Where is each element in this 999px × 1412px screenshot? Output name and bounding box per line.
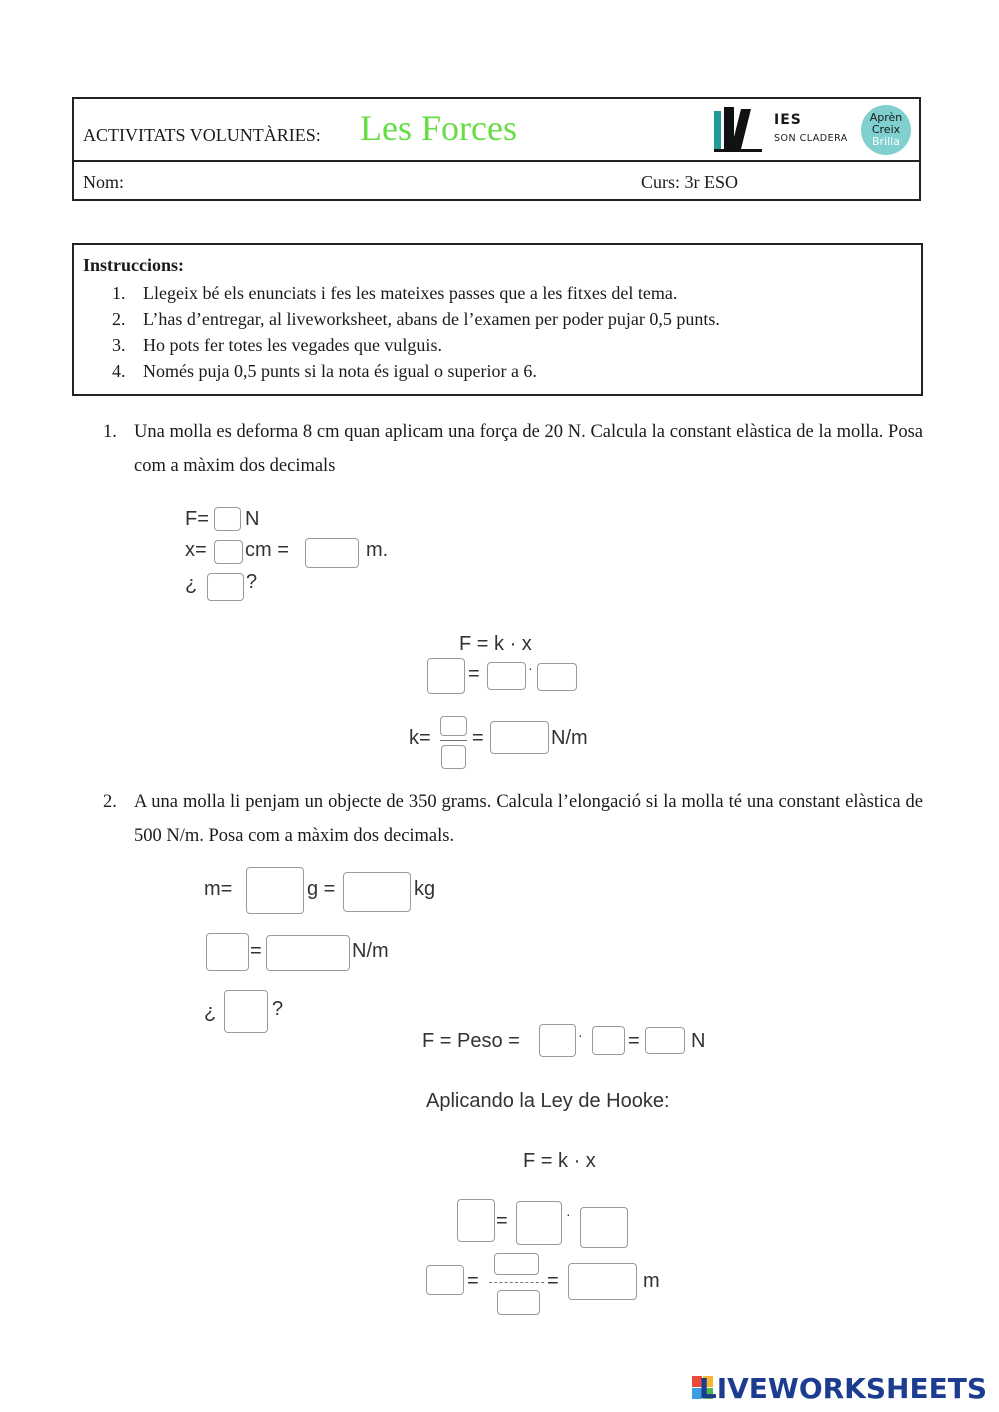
fraction-line [489,1282,544,1283]
q1-cm-unit: cm = [245,539,289,561]
instruction-text: Ho pots fer totes les vegades que vulguis. [143,335,442,355]
q2-peso-result-input[interactable] [645,1027,685,1054]
q1-k-result-input[interactable] [490,721,549,754]
motto-word: Creix [871,123,901,136]
q2-n-unit: N [691,1030,706,1052]
course-label: Curs: 3r ESO [641,172,739,192]
q2-nm-unit: N/m [352,940,389,962]
q2-equals-3: = [496,1210,508,1232]
q1-force-input[interactable] [214,507,241,531]
instruction-text: L’has d’entregar, al liveworksheet, abans de l’examen per poder pujar 0,5 punts. [143,309,720,329]
q1-x-cm-input[interactable] [214,540,243,564]
q1-question-open: ¿ [185,573,198,595]
q2-equals: = [250,940,262,962]
motto-word: Brilla [872,135,900,148]
q2-dot-2: · [566,1206,571,1222]
q1-formula: F = k · x [459,633,532,655]
q2-peso-label: F = Peso = [422,1030,520,1052]
page-title: Les Forces [360,108,517,148]
q2-x-result-input[interactable] [568,1263,637,1300]
question-1-text: Una molla es deforma 8 cm quan aplicam una força de 20 N. Calcula la constant elàstica de la molla. Posa com a màxim dos decimals [134,422,923,476]
q2-question-close: ? [272,998,284,1020]
question-1-number: 1. [103,422,117,442]
q2-formula-x-input[interactable] [580,1207,628,1248]
q2-equals-5: = [547,1270,559,1292]
logo-ies-text: IES [774,112,802,128]
logo-school-text: SON CLADERA [774,133,848,144]
q2-question-open: ¿ [204,1001,217,1023]
q2-formula-k-input[interactable] [516,1201,562,1245]
q2-k-value-input[interactable] [266,935,350,971]
q2-equals-2: = [628,1030,640,1052]
q1-unknown-input[interactable] [207,573,244,601]
q1-equals-2: = [472,727,484,749]
motto-word: Aprèn [869,111,903,124]
q2-peso-mass-input[interactable] [539,1024,576,1057]
q2-formula-f-input[interactable] [457,1199,495,1242]
instruction-number: 3. [112,335,126,355]
instructions-title: Instruccions: [83,255,185,275]
question-2-number: 2. [103,792,117,812]
q1-k-denominator-input[interactable] [441,745,466,769]
q2-x-denominator-input[interactable] [497,1290,540,1315]
name-label: Nom: [83,172,125,192]
question-2-text: A una molla li penjam un objecte de 350 grams. Calcula l’elongació si la molla té una constant elàstica de 500 N/m. Posa com a màxim dos decimals. [134,792,923,846]
instruction-number: 2. [112,309,126,329]
q2-unknown-input[interactable] [224,990,268,1033]
q1-formula-x-input[interactable] [537,663,577,691]
instruction-text: Llegeix bé els enunciats i fes les mateixes passes que a les fitxes del tema. [143,283,678,303]
activities-label: ACTIVITATS VOLUNTÀRIES: [83,125,321,145]
school-logo [714,105,914,155]
instruction-text: Només puja 0,5 punts si la nota és igual o superior a 6. [143,361,537,381]
q2-k-symbol-input[interactable] [206,933,249,971]
q2-hooke-heading: Aplicando la Ley de Hooke: [426,1090,670,1112]
q1-formula-k-input[interactable] [487,662,526,690]
q1-equals: = [468,663,480,685]
q2-g-unit: g = [307,878,336,900]
books-icon [714,107,762,151]
q2-mass-label: m= [204,878,233,900]
logo-motto-badge [861,105,911,155]
q2-equals-4: = [467,1270,479,1292]
q2-mass-kg-input[interactable] [343,872,411,912]
instruction-number: 4. [112,361,126,381]
q2-peso-g-input[interactable] [592,1026,625,1055]
q1-m-unit: m. [366,539,389,561]
q1-question-close: ? [246,571,258,593]
q2-x-input[interactable] [426,1265,464,1295]
q1-x-label: x= [185,539,207,561]
q2-kg-unit: kg [414,878,436,900]
q1-force-label: F= [185,508,209,530]
liveworksheets-brand[interactable]: LIVEWORKSHEETS [698,1372,987,1405]
q1-force-unit: N [245,508,260,530]
q1-formula-f-input[interactable] [427,658,465,694]
q1-k-label: k= [409,727,431,749]
instructions-box [72,243,923,396]
q2-mass-g-input[interactable] [246,867,304,914]
q2-x-numerator-input[interactable] [494,1253,539,1275]
header-table [72,97,921,201]
q2-dot: · [578,1027,583,1043]
instruction-number: 1. [112,283,126,303]
q1-k-unit: N/m [551,727,588,749]
q1-k-numerator-input[interactable] [440,716,467,736]
q2-m-unit: m [643,1270,660,1292]
q2-formula: F = k · x [523,1150,596,1172]
fraction-line [440,740,467,741]
q1-dot: · [528,660,533,676]
q1-x-m-input[interactable] [305,538,359,568]
header-divider [74,160,919,162]
